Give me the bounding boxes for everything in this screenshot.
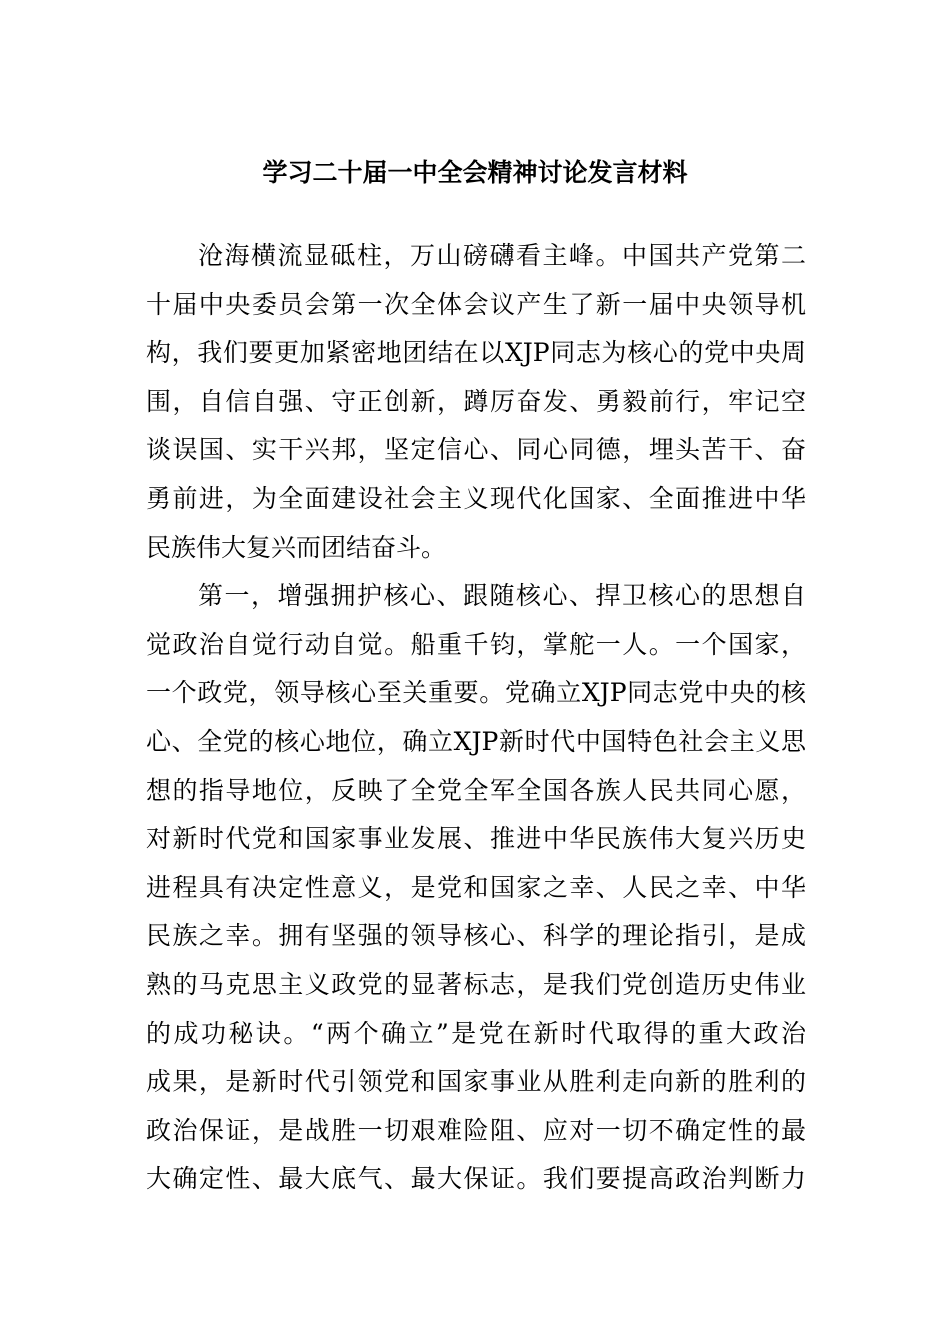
paragraph-2-line-3: 一个政党，领导核心至关重要。党确立XJP同志党中央的核 [146,678,806,708]
paragraph-2-line-7: 进程具有决定性意义，是党和国家之幸、人民之幸、中华 [146,872,806,902]
paragraph-2-line-6: 对新时代党和国家事业发展、推进中华民族伟大复兴历史 [146,824,806,854]
paragraph-2-line-10: 的成功秘诀。“两个确立”是党在新时代取得的重大政治 [146,1018,806,1048]
paragraph-2-line-5: 想的指导地位，反映了全党全军全国各族人民共同心愿， [146,775,806,805]
paragraph-2-line-2: 觉政治自觉行动自觉。船重千钧，掌舵一人。一个国家， [146,629,806,659]
document-body [146,232,806,1204]
paragraph-1-line-3: 构，我们要更加紧密地团结在以XJP同志为核心的党中央周 [146,338,806,368]
paragraph-1-line-2: 十届中央委员会第一次全体会议产生了新一届中央领导机 [146,289,806,319]
paragraph-1-line-5: 谈误国、实干兴邦，坚定信心、同心同德，埋头苦干、奋 [146,435,806,465]
paragraph-2-line-4: 心、全党的核心地位，确立XJP新时代中国特色社会主义思 [146,726,806,756]
paragraph-2-line-1: 第一，增强拥护核心、跟随核心、捍卫核心的思想自 [198,581,806,611]
paragraph-1-line-4: 围，自信自强、守正创新，蹲厉奋发、勇毅前行，牢记空 [146,386,806,416]
paragraph-2-line-13: 大确定性、最大底气、最大保证。我们要提高政治判断力 [146,1164,806,1194]
paragraph-2-line-9: 熟的马克思主义政党的显著标志，是我们党创造历史伟业 [146,969,806,999]
paragraph-1-line-7: 民族伟大复兴而团结奋斗。 [146,532,447,562]
document-title: 学习二十届一中全会精神讨论发言材料 [262,158,688,187]
paragraph-2-line-8: 民族之幸。拥有坚强的领导核心、科学的理论指引，是成 [146,921,806,951]
paragraph-2-line-11: 成果，是新时代引领党和国家事业从胜利走向新的胜利的 [146,1067,806,1097]
paragraph-1-line-1: 沧海横流显砥柱，万山磅礴看主峰。中国共产党第二 [198,241,806,270]
paragraph-2-line-12: 政治保证，是战胜一切艰难险阻、应对一切不确定性的最 [146,1115,806,1145]
paragraph-1-line-6: 勇前进，为全面建设社会主义现代化国家、全面推进中华 [146,483,806,513]
